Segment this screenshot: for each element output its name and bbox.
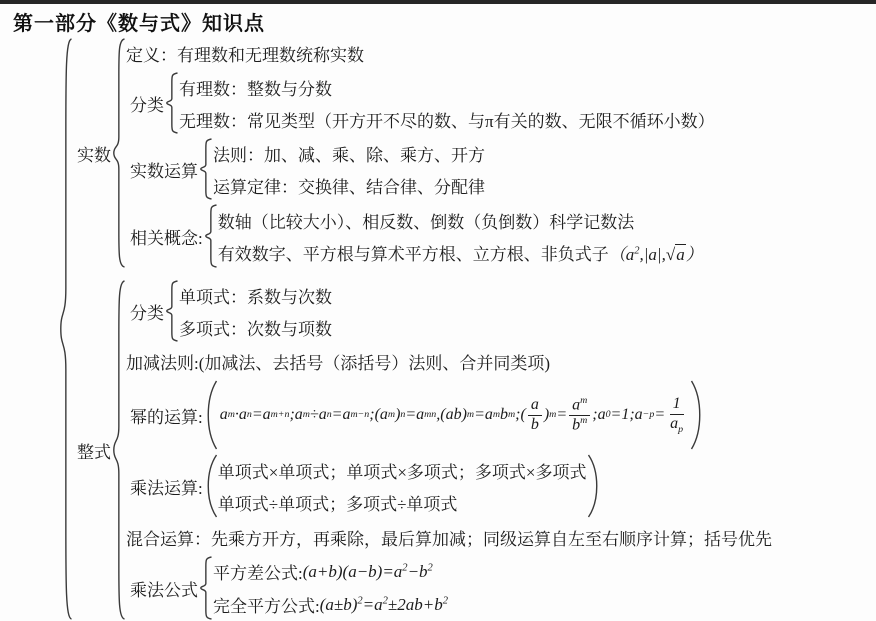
multiplication-left-paren-icon (205, 454, 218, 518)
multiplication-line2: 单项式÷单项式；多项式÷单项式 (217, 494, 458, 514)
concepts-line1: 数轴（比较大小）、相反数、倒数（负倒数）科学记数法 (217, 212, 635, 232)
real-concepts-items (218, 205, 703, 267)
real-concepts-brace-icon (205, 204, 218, 268)
section-real-numbers (73, 38, 772, 268)
multiplication-line1: 单项式×单项式；单项式×多项式；多项式×多项式 (217, 462, 587, 482)
real-content (126, 38, 715, 268)
multiplication-operations (126, 454, 772, 518)
page-title: 第一部分《数与式》知识点 (13, 13, 265, 35)
real-operations-label: 实数运算 (130, 161, 198, 181)
real-definition: 定义：有理数和无理数统称实数 (126, 45, 364, 65)
power-right-paren-icon (690, 380, 703, 450)
real-operations (126, 138, 715, 200)
perfect-square-formula (213, 589, 448, 620)
concepts-line2 (218, 237, 703, 267)
square-difference-formula (213, 556, 448, 587)
multiplication-items (218, 455, 587, 517)
real-operations-brace-icon (200, 138, 213, 200)
power-rules-label: 幂的运算: (130, 407, 203, 427)
formulas-brace-icon (200, 556, 213, 620)
operation-laws-item: 运算定律：交换律、结合律、分配律 (213, 177, 485, 197)
integral-classification (126, 280, 772, 342)
perfect-square-label: 完全平方公式: (213, 597, 320, 616)
integral-brace-icon (113, 280, 126, 620)
root-brace-icon (60, 38, 73, 620)
section-integral-expressions (73, 280, 772, 620)
power-rules (126, 380, 772, 450)
real-classify-items (179, 72, 715, 134)
irrational-item: 无理数：常见类型（开方开不尽的数、与π有关的数、无限不循环小数） (179, 111, 715, 131)
monomial-item: 单项式：系数与次数 (179, 287, 332, 307)
integral-content (126, 280, 772, 620)
formulas-label: 乘法公式 (130, 580, 198, 600)
nonnegative-forms-formula: $(a^2,|a|,√a)$ (608, 244, 703, 264)
formulas-items (213, 556, 448, 620)
square-difference-math: $(a+b)(a-b)=a^2-b^2$ (302, 561, 433, 581)
real-brace-icon (113, 38, 126, 268)
square-difference-label: 平方差公式: (213, 564, 303, 583)
section-real-label: 实数 (77, 145, 111, 165)
real-classify-brace-icon (166, 72, 179, 134)
integral-classify-items (179, 280, 332, 342)
mixed-operations: 混合运算：先乘方开方，再乘除，最后算加减；同级运算自左至右顺序计算；括号优先 (126, 529, 772, 549)
knowledge-tree (60, 38, 772, 620)
real-concepts-label: 相关概念: (130, 228, 203, 248)
multiplication-formulas (126, 556, 772, 620)
polynomial-item: 多项式：次数与项数 (179, 319, 332, 339)
integral-classify-brace-icon (166, 280, 179, 342)
real-classify-label: 分类 (130, 95, 164, 115)
real-concepts (126, 204, 715, 268)
multiplication-right-paren-icon (587, 454, 600, 518)
tree-body (73, 38, 772, 620)
perfect-square-math: $(a\pm b)^2=a^2\pm 2ab+b^2$ (319, 594, 448, 614)
power-left-paren-icon (205, 380, 218, 450)
power-rules-formula: a m ·a n =a m+n ;a m ÷a n =a m−n ;(a m ) n =a mn ,(ab) m =a m b m ;( $\frac{a}{b}$ ) m = $\frac{a^m}{b^m}$ ;a 0 =1;a −p = $\frac{1}{a_p}$ (219, 394, 684, 435)
multiplication-label: 乘法运算: (130, 478, 203, 498)
top-border-bar (0, 0, 876, 4)
addsub-rule: 加减法则:(加减法、去括号（添括号）法则、合并同类项) (126, 353, 551, 373)
operation-rules-item: 法则：加、减、乘、除、乘方、开方 (213, 145, 485, 165)
concepts-line2-text: 有效数字、平方根与算术平方根、立方根、非负式子 (217, 244, 609, 264)
real-operations-items (213, 138, 485, 200)
integral-classify-label: 分类 (130, 303, 164, 323)
rational-item: 有理数：整数与分数 (179, 79, 332, 99)
real-classification (126, 72, 715, 134)
section-integral-label: 整式 (77, 442, 111, 462)
